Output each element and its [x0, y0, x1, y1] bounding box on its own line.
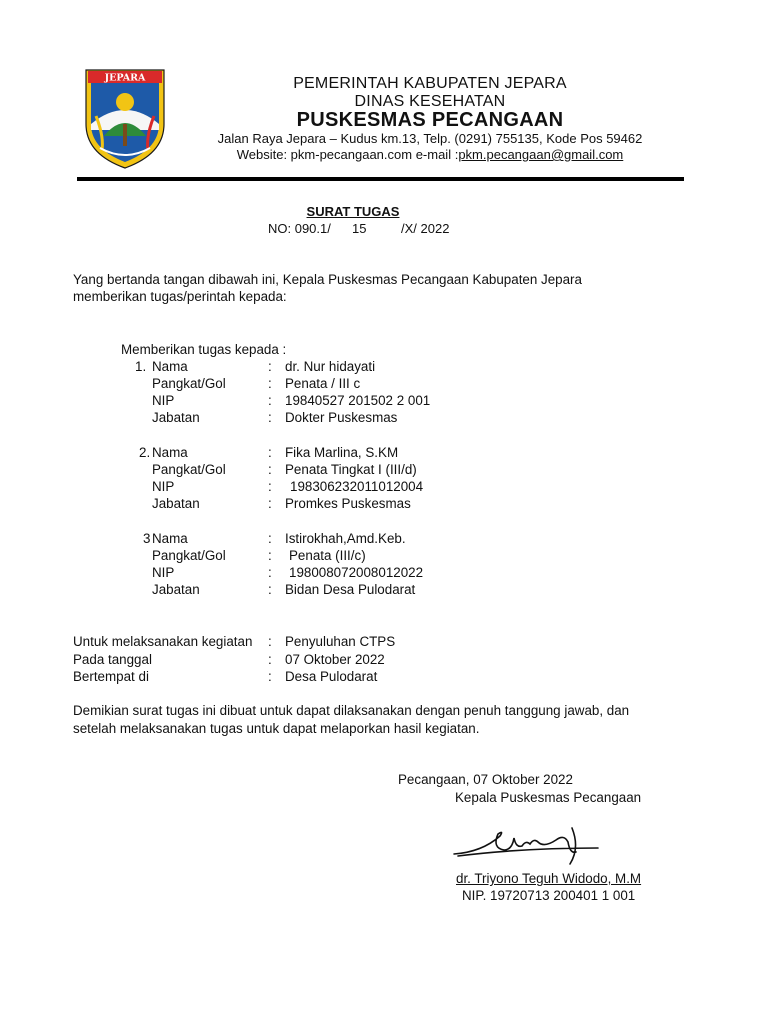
colon: : [268, 548, 272, 563]
colon: : [268, 565, 272, 580]
signatory-name: dr. Triyono Teguh Widodo, M.M [456, 871, 642, 886]
signature-position: Kepala Puskesmas Pecangaan [455, 790, 642, 805]
letter-number-suffix: /X/ 2022 [401, 221, 450, 236]
person-3-jabatan: Bidan Desa Pulodarat [285, 582, 416, 597]
colon: : [268, 393, 272, 408]
person-1-pangkat-label: Pangkat/Gol [152, 376, 226, 391]
colon: : [268, 359, 272, 374]
place-label: Bertempat di [73, 669, 149, 684]
website-text: Website: pkm-pecangaan.com e-mail : [236, 147, 459, 162]
colon: : [268, 531, 272, 546]
person-3-nip-label: NIP [152, 565, 175, 580]
email-link[interactable]: pkm.pecangaan@gmail.com [458, 147, 624, 162]
intro-line-1: Yang bertanda tangan dibawah ini, Kepala Puskesmas Pecangaan Kabupaten Jepara [73, 272, 582, 287]
person-3-jabatan-label: Jabatan [152, 582, 200, 597]
signatory-nip: NIP. 19720713 200401 1 001 [462, 888, 636, 903]
activity-label: Untuk melaksanakan kegiatan [73, 634, 253, 649]
colon: : [268, 634, 272, 649]
person-2-pangkat-label: Pangkat/Gol [152, 462, 226, 477]
letter-number: 15 [352, 221, 367, 236]
colon: : [268, 669, 272, 684]
colon: : [268, 582, 272, 597]
letterhead-divider [77, 177, 684, 181]
colon: : [268, 376, 272, 391]
person-3-pangkat-label: Pangkat/Gol [152, 548, 226, 563]
place-value: Desa Pulodarat [285, 669, 378, 684]
letterhead-contact [150, 147, 710, 162]
person-2-nip: 198306232011012004 [290, 479, 424, 494]
letterhead-government: PEMERINTAH KABUPATEN JEPARA [293, 75, 567, 92]
letter-number-prefix: NO: 090.1/ [268, 221, 331, 236]
person-2-pangkat: Penata Tingkat I (III/d) [285, 462, 417, 477]
signature-place-date: Pecangaan, 07 Oktober 2022 [398, 772, 573, 787]
person-1-jabatan-label: Jabatan [152, 410, 200, 425]
person-1-number: 1. [135, 359, 147, 374]
person-2-jabatan-label: Jabatan [152, 496, 200, 511]
colon: : [268, 479, 272, 494]
person-1-nip: 19840527 201502 2 001 [285, 393, 431, 408]
person-2-nama: Fika Marlina, S.KM [285, 445, 399, 460]
person-2-nama-label: Nama [152, 445, 188, 460]
colon: : [268, 496, 272, 511]
colon: : [268, 652, 272, 667]
letterhead-agency: DINAS KESEHATAN [354, 93, 506, 110]
person-1-pangkat: Penata / III c [285, 376, 361, 391]
closing-line-1: Demikian surat tugas ini dibuat untuk dapat dilaksanakan dengan penuh tanggung jawab, dan [73, 703, 630, 718]
colon: : [268, 445, 272, 460]
date-value: 07 Oktober 2022 [285, 652, 385, 667]
person-2-number: 2. [139, 445, 151, 460]
closing-line-2: setelah melaksanakan tugas untuk dapat melaporkan hasil kegiatan. [73, 721, 480, 736]
activity-value: Penyuluhan CTPS [285, 634, 396, 649]
letterhead-address: Jalan Raya Jepara – Kudus km.13, Telp. (0291) 755135, Kode Pos 59462 [217, 131, 643, 146]
person-1-nama-label: Nama [152, 359, 188, 374]
person-2-jabatan: Promkes Puskesmas [285, 496, 411, 511]
letter-title: SURAT TUGAS [306, 204, 400, 219]
person-3-nip: 198008072008012022 [289, 565, 424, 580]
colon: : [268, 462, 272, 477]
colon: : [268, 410, 272, 425]
handwritten-signature [452, 818, 602, 868]
date-label: Pada tanggal [73, 652, 152, 667]
person-2-nip-label: NIP [152, 479, 175, 494]
intro-line-2: memberikan tugas/perintah kepada: [73, 289, 287, 304]
person-3-number: 3 [143, 531, 151, 546]
person-1-nip-label: NIP [152, 393, 175, 408]
person-3-nama: Istirokhah,Amd.Keb. [285, 531, 406, 546]
person-1-jabatan: Dokter Puskesmas [285, 410, 398, 425]
person-3-pangkat: Penata (III/c) [289, 548, 366, 563]
person-3-nama-label: Nama [152, 531, 188, 546]
person-1-nama: dr. Nur hidayati [285, 359, 376, 374]
logo-text: JEPARA [104, 72, 146, 84]
assignment-label: Memberikan tugas kepada : [121, 342, 287, 357]
letterhead-institution: PUSKESMAS PECANGAAN [296, 109, 564, 131]
